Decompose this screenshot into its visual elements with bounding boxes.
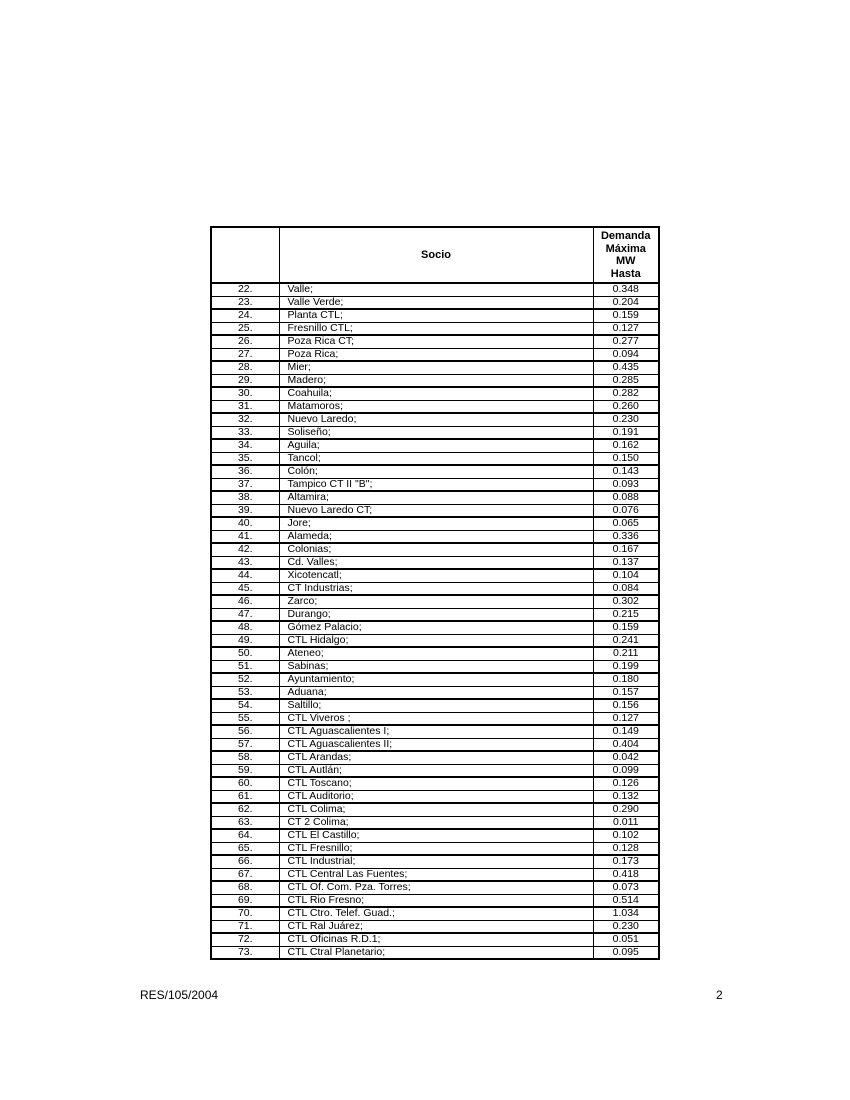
row-number: 38. [211, 491, 279, 504]
header-demanda-maxima: Demanda Máxima MW Hasta [593, 227, 659, 283]
row-number: 31. [211, 400, 279, 413]
row-number: 22. [211, 283, 279, 296]
row-number: 54. [211, 699, 279, 712]
row-number: 25. [211, 322, 279, 335]
row-number: 52. [211, 673, 279, 686]
row-number: 29. [211, 374, 279, 387]
table-row [211, 530, 659, 543]
table-row [211, 569, 659, 582]
table-row [211, 673, 659, 686]
row-number: 57. [211, 738, 279, 751]
demanda-value: 0.435 [593, 361, 659, 374]
demanda-value: 0.230 [593, 413, 659, 426]
row-number: 39. [211, 504, 279, 517]
demanda-value: 1.034 [593, 907, 659, 920]
demanda-value: 0.143 [593, 465, 659, 478]
row-number: 65. [211, 842, 279, 855]
demanda-value: 0.230 [593, 920, 659, 933]
table-row [211, 894, 659, 907]
table-row [211, 790, 659, 803]
table-row [211, 309, 659, 322]
demanda-value: 0.290 [593, 803, 659, 816]
table-row [211, 634, 659, 647]
socio-name: CTL Ctral Planetario; [279, 946, 593, 959]
table-row [211, 933, 659, 946]
socio-name: Ateneo; [279, 647, 593, 660]
table-row [211, 829, 659, 842]
table-row [211, 335, 659, 348]
demanda-value: 0.159 [593, 309, 659, 322]
row-number: 42. [211, 543, 279, 556]
table-row [211, 868, 659, 881]
table-row [211, 361, 659, 374]
demanda-value: 0.076 [593, 504, 659, 517]
row-number: 67. [211, 868, 279, 881]
demanda-value: 0.095 [593, 946, 659, 959]
socio-name: CTL Industrial; [279, 855, 593, 868]
socio-name: Poza Rica CT; [279, 335, 593, 348]
demanda-value: 0.128 [593, 842, 659, 855]
socio-name: Ayuntamiento; [279, 673, 593, 686]
table-row [211, 881, 659, 894]
socio-name: Soliseño; [279, 426, 593, 439]
demanda-value: 0.336 [593, 530, 659, 543]
table-row [211, 504, 659, 517]
row-number: 64. [211, 829, 279, 842]
table-row [211, 699, 659, 712]
table-row [211, 478, 659, 491]
table-row [211, 738, 659, 751]
demanda-value: 0.215 [593, 608, 659, 621]
demanda-value: 0.180 [593, 673, 659, 686]
socio-name: Valle Verde; [279, 296, 593, 309]
table-row [211, 439, 659, 452]
row-number: 37. [211, 478, 279, 491]
socio-name: CTL Ral Juárez; [279, 920, 593, 933]
socio-name: Jore; [279, 517, 593, 530]
socio-name: Colón; [279, 465, 593, 478]
row-number: 51. [211, 660, 279, 673]
row-number: 40. [211, 517, 279, 530]
socio-name: Altamira; [279, 491, 593, 504]
demanda-value: 0.042 [593, 751, 659, 764]
header-number [211, 227, 279, 283]
table-row [211, 660, 659, 673]
table-row [211, 946, 659, 959]
table-row [211, 556, 659, 569]
socio-name: Durango; [279, 608, 593, 621]
socio-name: Tampico CT II "B"; [279, 478, 593, 491]
table-row [211, 452, 659, 465]
table-row [211, 374, 659, 387]
row-number: 71. [211, 920, 279, 933]
demanda-value: 0.404 [593, 738, 659, 751]
demanda-value: 0.137 [593, 556, 659, 569]
demanda-value: 0.418 [593, 868, 659, 881]
demanda-value: 0.011 [593, 816, 659, 829]
row-number: 36. [211, 465, 279, 478]
row-number: 61. [211, 790, 279, 803]
row-number: 50. [211, 647, 279, 660]
row-number: 63. [211, 816, 279, 829]
socio-name: Matamoros; [279, 400, 593, 413]
table-row [211, 712, 659, 725]
socio-name: CTL Rio Fresno; [279, 894, 593, 907]
table-row [211, 777, 659, 790]
row-number: 33. [211, 426, 279, 439]
row-number: 26. [211, 335, 279, 348]
row-number: 48. [211, 621, 279, 634]
row-number: 59. [211, 764, 279, 777]
row-number: 43. [211, 556, 279, 569]
row-number: 28. [211, 361, 279, 374]
socio-name: Coahuila; [279, 387, 593, 400]
socio-name: CTL El Castillo; [279, 829, 593, 842]
row-number: 60. [211, 777, 279, 790]
socio-name: Colonias; [279, 543, 593, 556]
table-row [211, 465, 659, 478]
demanda-value: 0.104 [593, 569, 659, 582]
socios-demanda-table [210, 226, 660, 960]
demanda-value: 0.132 [593, 790, 659, 803]
row-number: 32. [211, 413, 279, 426]
socio-name: Cd. Valles; [279, 556, 593, 569]
table-row [211, 855, 659, 868]
row-number: 68. [211, 881, 279, 894]
row-number: 56. [211, 725, 279, 738]
row-number: 35. [211, 452, 279, 465]
table-row [211, 907, 659, 920]
socio-name: Valle; [279, 283, 593, 296]
table-row [211, 647, 659, 660]
row-number: 34. [211, 439, 279, 452]
socio-name: CTL Hidalgo; [279, 634, 593, 647]
demanda-value: 0.173 [593, 855, 659, 868]
demanda-value: 0.348 [593, 283, 659, 296]
table-row [211, 296, 659, 309]
footer-page-number: 2 [716, 988, 723, 1002]
table-row [211, 413, 659, 426]
socio-name: CTL Viveros ; [279, 712, 593, 725]
socio-name: Zarco; [279, 595, 593, 608]
table-row [211, 491, 659, 504]
socio-name: Aduana; [279, 686, 593, 699]
table-row [211, 582, 659, 595]
row-number: 53. [211, 686, 279, 699]
table-row [211, 803, 659, 816]
demanda-value: 0.126 [593, 777, 659, 790]
footer-reference: RES/105/2004 [140, 988, 219, 1002]
row-number: 49. [211, 634, 279, 647]
demanda-value: 0.099 [593, 764, 659, 777]
socio-name: Tancol; [279, 452, 593, 465]
socio-name: CTL Central Las Fuentes; [279, 868, 593, 881]
demanda-value: 0.162 [593, 439, 659, 452]
table-row [211, 816, 659, 829]
row-number: 45. [211, 582, 279, 595]
demanda-value: 0.102 [593, 829, 659, 842]
socio-name: CTL Aguascalientes II; [279, 738, 593, 751]
socio-name: Fresnillo CTL; [279, 322, 593, 335]
demanda-value: 0.127 [593, 322, 659, 335]
socio-name: CTL Of. Com. Pza. Torres; [279, 881, 593, 894]
socio-name: Madero; [279, 374, 593, 387]
row-number: 46. [211, 595, 279, 608]
demanda-value: 0.150 [593, 452, 659, 465]
socio-name: CT 2 Colima; [279, 816, 593, 829]
socio-name: Aguila; [279, 439, 593, 452]
socio-name: CTL Auditorio; [279, 790, 593, 803]
socio-name: Gómez Palacio; [279, 621, 593, 634]
demanda-value: 0.211 [593, 647, 659, 660]
demanda-value: 0.204 [593, 296, 659, 309]
row-number: 73. [211, 946, 279, 959]
row-number: 70. [211, 907, 279, 920]
socio-name: CTL Fresnillo; [279, 842, 593, 855]
table-row [211, 387, 659, 400]
demanda-value: 0.191 [593, 426, 659, 439]
row-number: 55. [211, 712, 279, 725]
table-row [211, 751, 659, 764]
demanda-value: 0.282 [593, 387, 659, 400]
demanda-value: 0.088 [593, 491, 659, 504]
demanda-value: 0.514 [593, 894, 659, 907]
socio-name: Nuevo Laredo CT; [279, 504, 593, 517]
table-row [211, 608, 659, 621]
row-number: 62. [211, 803, 279, 816]
socio-name: CTL Ctro. Telef. Guad.; [279, 907, 593, 920]
row-number: 69. [211, 894, 279, 907]
demanda-value: 0.051 [593, 933, 659, 946]
socio-name: CT Industrias; [279, 582, 593, 595]
row-number: 23. [211, 296, 279, 309]
table-row [211, 686, 659, 699]
socio-name: Poza Rica; [279, 348, 593, 361]
socio-name: CTL Aguascalientes I; [279, 725, 593, 738]
table-body [211, 283, 659, 959]
demanda-value: 0.156 [593, 699, 659, 712]
socio-name: CTL Autlán; [279, 764, 593, 777]
row-number: 72. [211, 933, 279, 946]
socio-name: CTL Colima; [279, 803, 593, 816]
table-row [211, 426, 659, 439]
table-row [211, 621, 659, 634]
table-row [211, 517, 659, 530]
socio-name: Mier; [279, 361, 593, 374]
row-number: 44. [211, 569, 279, 582]
socio-name: Xicotencatl; [279, 569, 593, 582]
table-row [211, 348, 659, 361]
row-number: 58. [211, 751, 279, 764]
row-number: 30. [211, 387, 279, 400]
table-row [211, 283, 659, 296]
demanda-value: 0.277 [593, 335, 659, 348]
demanda-value: 0.167 [593, 543, 659, 556]
table-row [211, 400, 659, 413]
table-header [211, 227, 659, 283]
table-row [211, 764, 659, 777]
demanda-value: 0.073 [593, 881, 659, 894]
demanda-value: 0.285 [593, 374, 659, 387]
demanda-value: 0.260 [593, 400, 659, 413]
row-number: 66. [211, 855, 279, 868]
table-row [211, 543, 659, 556]
demanda-value: 0.094 [593, 348, 659, 361]
socio-name: Nuevo Laredo; [279, 413, 593, 426]
row-number: 24. [211, 309, 279, 322]
demanda-value: 0.065 [593, 517, 659, 530]
demanda-value: 0.241 [593, 634, 659, 647]
row-number: 47. [211, 608, 279, 621]
socio-name: Alameda; [279, 530, 593, 543]
socio-name: Planta CTL; [279, 309, 593, 322]
socio-name: CTL Toscano; [279, 777, 593, 790]
socio-name: CTL Oficinas R.D.1; [279, 933, 593, 946]
demanda-value: 0.302 [593, 595, 659, 608]
row-number: 41. [211, 530, 279, 543]
socio-name: Sabinas; [279, 660, 593, 673]
table-row [211, 920, 659, 933]
header-socio: Socio [279, 227, 593, 283]
table-row [211, 322, 659, 335]
demanda-value: 0.084 [593, 582, 659, 595]
demanda-value: 0.199 [593, 660, 659, 673]
demanda-value: 0.157 [593, 686, 659, 699]
row-number: 27. [211, 348, 279, 361]
table-row [211, 842, 659, 855]
table-row [211, 595, 659, 608]
socio-name: CTL Arandas; [279, 751, 593, 764]
demanda-value: 0.159 [593, 621, 659, 634]
table-row [211, 725, 659, 738]
demanda-value: 0.093 [593, 478, 659, 491]
demanda-value: 0.149 [593, 725, 659, 738]
socio-name: Saltillo; [279, 699, 593, 712]
demanda-value: 0.127 [593, 712, 659, 725]
